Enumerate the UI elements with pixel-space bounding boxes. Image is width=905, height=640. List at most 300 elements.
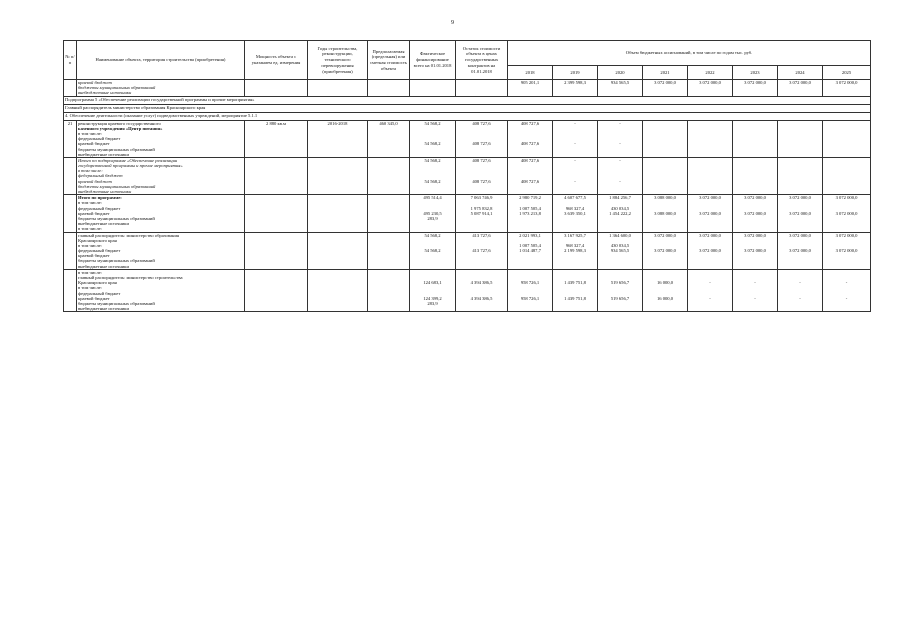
capacity-cell — [245, 157, 308, 194]
header-estimated-cost: Предполагаемая (предельная) или сметная стоимость объекта — [368, 41, 410, 80]
cell-value — [554, 189, 596, 194]
cell-value — [779, 264, 821, 269]
cell-value: 54 568,2 — [424, 157, 441, 163]
object-name-line: краевой бюджет — [78, 141, 110, 147]
cell-value: - — [619, 120, 621, 126]
cell-value: 3 072 000,0 — [835, 232, 858, 238]
year-value-cell — [643, 232, 688, 269]
cell-value: 3 072 000,0 — [789, 80, 811, 85]
header-year: 2018 — [508, 66, 553, 80]
year-value-cell — [778, 157, 823, 194]
cell-value: 408 727,6 — [520, 157, 540, 163]
cell-value — [734, 306, 776, 311]
section-heading: 4. Обеспечение деятельности (оказание услуг) подведомственных учреждений, мероприятие 5.1.1 — [64, 112, 871, 120]
cell-value — [509, 306, 551, 311]
cell-value — [457, 306, 506, 311]
estimated-cost-cell — [368, 80, 410, 97]
year-value-cell — [733, 157, 778, 194]
cell-value: 3 072 000,0 — [654, 80, 676, 85]
header-budget-volume: Объем бюджетных ассигнований, в том числе по годам тыс. руб. — [508, 41, 871, 66]
object-name-line: в том числе: — [78, 200, 102, 206]
row-number — [64, 80, 77, 97]
remaining-cost-cell — [456, 157, 508, 194]
year-value-cell — [733, 80, 778, 97]
year-value-cell — [778, 232, 823, 269]
cell-value: 1 364 600,0 — [609, 232, 631, 238]
cell-value — [644, 152, 686, 157]
cell-value — [824, 264, 869, 269]
object-name-line: краевой бюджет — [78, 178, 112, 184]
cell-value: 54 568,2 — [424, 120, 441, 126]
year-value-cell — [553, 80, 598, 97]
object-name-cell — [77, 157, 245, 194]
cell-value: 3 072 000,0 — [835, 248, 858, 254]
cell-value: 283,9 — [427, 215, 438, 221]
object-name-line: внебюджетные источники — [78, 221, 129, 227]
capacity-cell: 2 880 кв.м — [245, 120, 308, 157]
cell-value — [824, 152, 869, 157]
table-row — [64, 104, 871, 112]
year-value-cell — [688, 195, 733, 232]
object-name-line: федеральный бюджет — [78, 290, 121, 296]
object-name-line: внебюджетные источники — [78, 151, 129, 157]
cell-value — [689, 226, 731, 231]
cell-value: - — [619, 157, 621, 163]
construction-years-cell — [308, 80, 368, 97]
cell-value — [457, 152, 506, 157]
year-value-cell — [598, 157, 643, 194]
cell-value: 3 072 000,0 — [699, 232, 721, 238]
cell-value: 3 072 000,0 — [744, 210, 766, 216]
cell-value — [734, 152, 776, 157]
cell-value: 3 088 000,0 — [654, 195, 676, 201]
cell-value — [411, 264, 454, 269]
cell-value — [599, 152, 641, 157]
year-value-cell — [733, 195, 778, 232]
cell-value: - — [845, 280, 848, 286]
remaining-cost-cell — [456, 195, 508, 232]
estimated-cost-cell — [368, 232, 410, 269]
object-name-line: в том числе: — [78, 226, 102, 232]
object-name-line: бюджеты муниципальных образований — [78, 258, 155, 264]
cell-value: 283,9 — [427, 300, 438, 306]
year-value-cell — [823, 269, 871, 312]
cell-value: 4 607 677,5 — [564, 195, 586, 201]
object-name-line: в том числе: — [78, 285, 102, 291]
header-actual-financing: Фактическое финансирование всего на 01.01.2018 — [410, 41, 456, 80]
row-number — [64, 232, 77, 269]
cell-value — [779, 152, 821, 157]
year-value-cell — [778, 269, 823, 312]
year-value-cell — [733, 232, 778, 269]
section-heading: Главный распорядитель министерство образования Красноярского края — [64, 104, 871, 112]
cell-value: 124 399,2 — [423, 295, 442, 301]
object-name-line: внебюджетные источники — [78, 263, 129, 269]
object-name-cell — [77, 269, 245, 312]
cell-value: - — [574, 157, 576, 163]
year-value-cell — [643, 80, 688, 97]
cell-value: 1 884 256,7 — [609, 195, 631, 201]
object-name-cell — [77, 232, 245, 269]
year-value-cell — [733, 269, 778, 312]
estimated-cost-cell — [368, 269, 410, 312]
cell-value — [644, 264, 686, 269]
header-construction-years: Годы строительства, реконструкции, технического перевооружения (приобретения) — [308, 41, 368, 80]
cell-value: 1 007 505,4 — [519, 205, 541, 211]
row-number: 21 — [64, 120, 77, 157]
financing-cell — [410, 80, 456, 97]
table-row — [64, 232, 871, 269]
cell-value — [644, 306, 686, 311]
year-value-cell — [688, 120, 733, 157]
cell-value: 958 726,1 — [520, 280, 540, 286]
cell-value: 519 656,7 — [610, 295, 630, 301]
cell-value: 495 514,4 — [423, 195, 442, 201]
cell-value: 3 072 000,0 — [744, 80, 766, 85]
cell-value — [689, 264, 731, 269]
cell-value: 54 568,2 — [424, 232, 441, 238]
capacity-cell — [245, 232, 308, 269]
year-value-cell — [733, 120, 778, 157]
cell-value — [457, 264, 506, 269]
construction-years-cell: 2016-2018 — [308, 120, 368, 157]
cell-value: 54 568,2 — [424, 141, 441, 147]
cell-value: 905 201,1 — [520, 80, 540, 85]
cell-value: 3 072 000,0 — [744, 232, 766, 238]
capacity-cell — [245, 80, 308, 97]
remaining-cost-cell — [456, 80, 508, 97]
budget-allocation-table — [63, 40, 871, 312]
cell-value: 1 007 505,4 — [519, 242, 541, 248]
year-value-cell — [823, 80, 871, 97]
object-name-line: бюджеты муниципальных образований — [78, 183, 156, 189]
cell-value — [599, 226, 641, 231]
year-value-cell — [553, 120, 598, 157]
cell-value: 2 399 598,3 — [564, 80, 586, 85]
cell-value: - — [845, 295, 848, 301]
cell-value — [824, 189, 869, 194]
table-row — [64, 96, 871, 104]
cell-value: 54 568,2 — [424, 178, 441, 184]
object-name-line: в том числе: — [78, 168, 103, 174]
object-name-line: федеральный бюджет — [78, 248, 121, 254]
cell-value — [554, 306, 596, 311]
object-name-line: государственной программы и прочие мероприятия» — [78, 163, 183, 169]
year-value-cell — [553, 269, 598, 312]
year-value-cell — [778, 195, 823, 232]
construction-years-cell — [308, 195, 368, 232]
object-name-line: краевой бюджет — [78, 295, 110, 301]
page-number: 9 — [451, 20, 454, 26]
cell-value — [457, 80, 506, 85]
cell-value — [644, 189, 686, 194]
year-value-cell — [508, 120, 553, 157]
object-name-line: федеральный бюджет — [78, 136, 121, 142]
header-year: 2019 — [553, 66, 598, 80]
object-name-line: казенного учреждения «Центр питания» — [78, 125, 163, 131]
year-value-cell — [598, 80, 643, 97]
cell-value: 408 727,6 — [472, 120, 491, 126]
cell-value — [599, 189, 641, 194]
table-row — [64, 157, 871, 194]
cell-value: 1 014 487,7 — [519, 248, 541, 254]
cell-value: - — [799, 280, 801, 286]
cell-value — [509, 226, 551, 231]
object-name-line: реконструкция краевого государственного — [78, 120, 161, 126]
year-value-cell — [778, 80, 823, 97]
header-remaining-cost: Остаток стоимости объекта в ценах государственных контрактов на 01.01.2018 — [456, 41, 508, 80]
cell-value: 3 072 000,0 — [699, 195, 721, 201]
capacity-cell — [245, 195, 308, 232]
object-name-line: главный распорядитель: министерство образования — [78, 232, 180, 238]
cell-value: 1 439 751,8 — [564, 295, 586, 301]
object-name-cell — [77, 80, 245, 97]
year-value-cell — [823, 232, 871, 269]
row-number — [64, 195, 77, 232]
cell-value: 3 072 000,0 — [699, 80, 721, 85]
cell-value: 1 439 751,8 — [564, 280, 586, 286]
estimated-cost-cell — [368, 195, 410, 232]
year-value-cell — [823, 195, 871, 232]
year-value-cell — [688, 157, 733, 194]
cell-value — [779, 189, 821, 194]
year-value-cell — [508, 232, 553, 269]
object-name-line: в том числе: — [78, 130, 102, 136]
row-number — [64, 269, 77, 312]
cell-value — [779, 226, 821, 231]
cell-value: - — [709, 295, 711, 301]
object-name-line: федеральный бюджет — [78, 205, 121, 211]
estimated-cost-cell: 460 345,0 — [368, 120, 410, 157]
cell-value: 2 980 719,2 — [519, 195, 541, 201]
object-name-line: Итого по подпрограмме «Обеспечение реализации — [78, 157, 178, 163]
cell-value — [554, 152, 596, 157]
cell-value: 16 000,0 — [656, 295, 674, 301]
cell-value: 934 565,5 — [610, 248, 630, 254]
year-value-cell — [553, 157, 598, 194]
estimated-cost-cell — [368, 157, 410, 194]
year-value-cell — [508, 195, 553, 232]
year-value-cell — [778, 120, 823, 157]
cell-value: 958 726,1 — [520, 295, 540, 301]
table-row — [64, 269, 871, 312]
cell-value — [689, 306, 731, 311]
cell-value — [689, 152, 731, 157]
object-name-line: внебюджетные источники — [78, 189, 132, 194]
object-name-line: Красноярского края — [78, 237, 117, 243]
cell-value: 430 034,5 — [610, 242, 630, 248]
cell-value — [824, 226, 869, 231]
cell-value: 3 072 000,0 — [699, 248, 721, 254]
cell-value: 3 072 000,0 — [744, 195, 766, 201]
year-value-cell — [553, 195, 598, 232]
header-year: 2020 — [598, 66, 643, 80]
financing-cell — [410, 232, 456, 269]
year-value-cell — [823, 120, 871, 157]
year-value-cell — [688, 269, 733, 312]
object-name-line: бюджеты муниципальных образований — [78, 215, 155, 221]
financing-cell — [410, 120, 456, 157]
cell-value: 408 727,6 — [520, 141, 540, 147]
cell-value: 934 565,5 — [610, 80, 630, 85]
cell-value: - — [619, 141, 621, 147]
object-name-line: Красноярского края — [78, 280, 117, 286]
financing-cell — [410, 157, 456, 194]
cell-value: 408 727,6 — [520, 120, 540, 126]
row-number — [64, 157, 77, 194]
year-value-cell — [598, 195, 643, 232]
financing-cell — [410, 195, 456, 232]
year-value-cell — [643, 120, 688, 157]
year-value-cell — [643, 269, 688, 312]
cell-value: 408 727,6 — [472, 157, 491, 163]
year-value-cell — [688, 232, 733, 269]
cell-value — [457, 226, 506, 231]
section-heading: Подпрограмма 5 «Обеспечение реализации государственной программы и прочие мероприятия» — [64, 96, 871, 104]
cell-value — [411, 152, 454, 157]
cell-value: 3 167 925,7 — [564, 232, 586, 238]
header-capacity: Мощность объекта с указанием ед. измерения — [245, 41, 308, 80]
remaining-cost-cell — [456, 269, 508, 312]
cell-value — [824, 306, 869, 311]
cell-value: 3 088 000,0 — [654, 210, 676, 216]
year-value-cell — [598, 120, 643, 157]
table-row — [64, 112, 871, 120]
year-value-cell — [688, 80, 733, 97]
object-name-cell — [77, 195, 245, 232]
cell-value: 3 072 000,0 — [789, 248, 811, 254]
year-value-cell — [508, 157, 553, 194]
object-name-line: в том числе: — [78, 269, 102, 275]
cell-value — [411, 80, 454, 85]
cell-value — [734, 264, 776, 269]
remaining-cost-cell — [456, 232, 508, 269]
year-value-cell — [598, 269, 643, 312]
cell-value: 3 072 000,0 — [835, 195, 858, 201]
cell-value: - — [754, 280, 756, 286]
cell-value: 968 327,4 — [565, 205, 585, 211]
cell-value: 1 975 832,8 — [470, 205, 493, 211]
cell-value — [509, 152, 551, 157]
object-name-line: в том числе: — [78, 242, 102, 248]
construction-years-cell — [308, 269, 368, 312]
cell-value: 54 568,2 — [424, 248, 441, 254]
cell-value — [509, 189, 551, 194]
object-name-line: бюджеты муниципальных образований — [78, 146, 155, 152]
year-value-cell — [643, 157, 688, 194]
cell-value: 495 230,5 — [423, 210, 442, 216]
cell-value — [599, 264, 641, 269]
cell-value: 124 683,1 — [423, 280, 442, 286]
cell-value — [411, 306, 454, 311]
header-object-name: Наименование объекта, территория строительства (приобретения) — [77, 41, 245, 80]
cell-value: 16 000,0 — [656, 280, 674, 286]
cell-value: 3 072 000,0 — [654, 232, 676, 238]
object-name-line: бюджеты муниципальных образований — [78, 85, 156, 91]
cell-value: 3 072 000,0 — [699, 210, 721, 216]
cell-value: 2 021 993,1 — [519, 232, 541, 238]
year-value-cell — [508, 80, 553, 97]
remaining-cost-cell — [456, 120, 508, 157]
header-year: 2025 — [823, 66, 871, 80]
object-name-line: главный распорядитель: министерство строительства — [78, 275, 183, 280]
cell-value — [599, 306, 641, 311]
table-row — [64, 80, 871, 97]
cell-value: 3 072 000,0 — [835, 210, 858, 216]
cell-value: 3 072 000,0 — [744, 248, 766, 254]
cell-value: 3 072 000,0 — [835, 80, 858, 85]
object-name-cell — [77, 120, 245, 157]
cell-value — [644, 226, 686, 231]
capacity-cell — [245, 269, 308, 312]
header-year: 2021 — [643, 66, 688, 80]
object-name-line: краевой бюджет — [78, 210, 110, 216]
year-value-cell — [823, 157, 871, 194]
cell-value: 430 034,5 — [610, 205, 630, 211]
cell-value — [509, 264, 551, 269]
cell-value: 3 072 000,0 — [789, 210, 811, 216]
object-name-line: бюджеты муниципальных образований — [78, 300, 155, 306]
cell-value: 1 973 213,8 — [519, 210, 541, 216]
cell-value: 1 454 222,2 — [609, 210, 631, 216]
cell-value — [411, 189, 454, 194]
cell-value — [554, 226, 596, 231]
cell-value: 968 327,4 — [565, 242, 585, 248]
cell-value — [411, 226, 454, 231]
cell-value: 413 727,6 — [472, 248, 491, 254]
cell-value — [779, 306, 821, 311]
cell-value: - — [574, 120, 576, 126]
header-number: № п/п — [64, 41, 77, 80]
object-name-line: внебюджетные источники — [78, 306, 129, 312]
cell-value: 2 199 598,3 — [564, 248, 586, 254]
year-value-cell — [508, 269, 553, 312]
cell-value: - — [574, 178, 576, 184]
year-value-cell — [553, 232, 598, 269]
cell-value: - — [754, 295, 756, 301]
construction-years-cell — [308, 157, 368, 194]
cell-value: - — [799, 295, 801, 301]
cell-value: 408 727,6 — [472, 141, 491, 147]
cell-value: 3 639 350,1 — [564, 210, 586, 216]
object-name-line: краевой бюджет — [78, 80, 112, 85]
year-value-cell — [598, 232, 643, 269]
cell-value: - — [709, 280, 711, 286]
cell-value — [734, 189, 776, 194]
header-year: 2024 — [778, 66, 823, 80]
header-year: 2023 — [733, 66, 778, 80]
cell-value: - — [619, 178, 621, 184]
table-row — [64, 195, 871, 232]
cell-value: 7 063 746,9 — [470, 195, 493, 201]
cell-value: 4 394 386,5 — [470, 295, 493, 301]
object-name-line: краевой бюджет — [78, 253, 110, 259]
year-value-cell — [643, 195, 688, 232]
cell-value: 5 087 914,1 — [470, 210, 493, 216]
table-row — [64, 120, 871, 157]
cell-value — [734, 226, 776, 231]
cell-value: 4 394 386,5 — [470, 280, 493, 286]
cell-value — [554, 264, 596, 269]
header-year: 2022 — [688, 66, 733, 80]
cell-value: 3 072 000,0 — [654, 248, 676, 254]
cell-value — [457, 189, 506, 194]
cell-value: - — [574, 141, 576, 147]
object-name-line: федеральный бюджет — [78, 173, 123, 179]
object-name-line: внебюджетные источники — [78, 90, 132, 96]
cell-value: 413 727,6 — [472, 232, 491, 238]
financing-cell — [410, 269, 456, 312]
